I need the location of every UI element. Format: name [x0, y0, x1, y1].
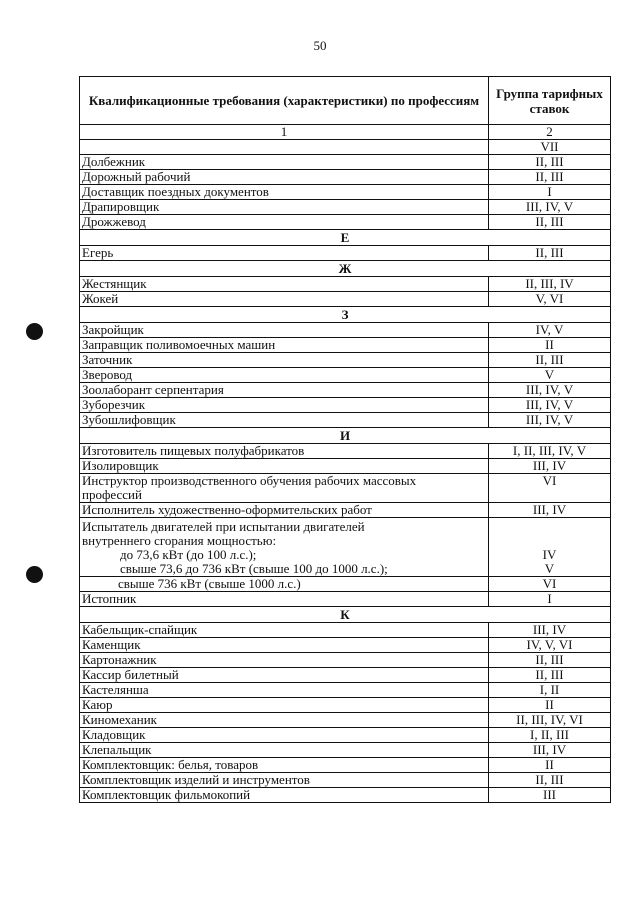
table-header-row [80, 77, 611, 125]
table-row [80, 773, 611, 788]
table-row [80, 368, 611, 383]
table-row [80, 413, 611, 428]
table-row [80, 444, 611, 459]
table-row [80, 503, 611, 518]
tariff-group: III, IV [489, 459, 611, 474]
tariff-group: II, III [489, 215, 611, 230]
letter-heading: К [80, 607, 611, 623]
tariff-group: III, IV [489, 623, 611, 638]
profession-name: Драпировщик [80, 200, 489, 215]
tariff-group: I, II [489, 683, 611, 698]
table-row [80, 140, 611, 155]
tariff-group: III, IV, V [489, 383, 611, 398]
table-row [80, 518, 611, 577]
header-tariff-group: Группа тарифных ставок [489, 77, 611, 125]
profession-name: Каюр [80, 698, 489, 713]
profession-name [80, 140, 489, 155]
tariff-group: II, III [489, 653, 611, 668]
profession-name: Заточник [80, 353, 489, 368]
profession-name [80, 518, 489, 577]
profession-name: Заправщик поливомоечных машин [80, 338, 489, 353]
professions-table [79, 76, 611, 803]
tariff-group: II, III [489, 353, 611, 368]
tariff-group: III, IV, V [489, 200, 611, 215]
tariff-group: II, III [489, 773, 611, 788]
header-requirements: Квалификационные требования (характеристики) по профессиям [80, 77, 489, 125]
table-row [80, 638, 611, 653]
letter-section-row [80, 230, 611, 246]
table-row [80, 653, 611, 668]
punch-hole-lower [26, 566, 43, 583]
tester-grade-1: IV [542, 547, 557, 562]
profession-name: Доставщик поездных документов [80, 185, 489, 200]
profession-name: Каменщик [80, 638, 489, 653]
tariff-group: II [489, 338, 611, 353]
tariff-group: I, II, III, IV, V [489, 444, 611, 459]
tariff-group: II, III [489, 170, 611, 185]
profession-name: Дрожжевод [80, 215, 489, 230]
tariff-group: V [489, 368, 611, 383]
profession-name: Жокей [80, 292, 489, 307]
tariff-group: III, IV [489, 503, 611, 518]
table-row [80, 623, 611, 638]
profession-name: Зверовод [80, 368, 489, 383]
profession-name: Егерь [80, 246, 489, 261]
instructor-line-1: Инструктор производственного обучения рабочих массовых [82, 473, 417, 488]
table-row [80, 698, 611, 713]
column-number-1: 1 [80, 125, 489, 140]
profession-name: Зубошлифовщик [80, 413, 489, 428]
tariff-group: IV, V, VI [489, 638, 611, 653]
instructor-line-2: профессий [82, 487, 142, 502]
table-row [80, 155, 611, 170]
tester-line-2: внутреннего сгорания мощностью: [82, 533, 277, 548]
table-row [80, 200, 611, 215]
table-row [80, 383, 611, 398]
tariff-group [489, 518, 611, 577]
profession-name: Исполнитель художественно-оформительских работ [80, 503, 489, 518]
tariff-group: III, IV, V [489, 398, 611, 413]
table-row [80, 185, 611, 200]
profession-name: Кастелянша [80, 683, 489, 698]
letter-section-row [80, 428, 611, 444]
tariff-group: VI [489, 577, 611, 592]
tariff-group: IV, V [489, 323, 611, 338]
tester-sub-1: до 73,6 кВт (до 100 л.с.); [120, 547, 257, 562]
letter-section-row [80, 607, 611, 623]
tariff-group: I, II, III [489, 728, 611, 743]
tester-sub-2: свыше 73,6 до 736 кВт (свыше 100 до 1000 л.с.); [120, 561, 388, 576]
profession-name: Кассир билетный [80, 668, 489, 683]
profession-name: Истопник [80, 592, 489, 607]
table-row [80, 683, 611, 698]
tariff-group: III, IV [489, 743, 611, 758]
profession-name: Кладовщик [80, 728, 489, 743]
profession-name: Комплектовщик изделий и инструментов [80, 773, 489, 788]
column-number-row [80, 125, 611, 140]
letter-heading: Е [80, 230, 611, 246]
tester-line-1: Испытатель двигателей при испытании двигателей [82, 519, 365, 534]
column-number-2: 2 [489, 125, 611, 140]
letter-section-row [80, 261, 611, 277]
tariff-group: VI [489, 474, 611, 503]
table-row [80, 215, 611, 230]
table-row [80, 788, 611, 803]
profession-name: Кабельщик-спайщик [80, 623, 489, 638]
tariff-group: II [489, 758, 611, 773]
profession-name: Дорожный рабочий [80, 170, 489, 185]
table-row [80, 398, 611, 413]
tariff-group: II, III [489, 155, 611, 170]
tariff-group: I [489, 185, 611, 200]
table-row [80, 474, 611, 503]
table-row [80, 459, 611, 474]
profession-name: Картонажник [80, 653, 489, 668]
tariff-group: VII [489, 140, 611, 155]
profession-name: Закройщик [80, 323, 489, 338]
page-number: 50 [313, 38, 327, 53]
table-row [80, 246, 611, 261]
profession-name: Клепальщик [80, 743, 489, 758]
table-row [80, 668, 611, 683]
tariff-group: I [489, 592, 611, 607]
profession-name: свыше 736 кВт (свыше 1000 л.с.) [80, 577, 489, 592]
profession-name: Комплектовщик фильмокопий [80, 788, 489, 803]
punch-hole-upper [26, 323, 43, 340]
table-row [80, 713, 611, 728]
table-row [80, 758, 611, 773]
tariff-group: III [489, 788, 611, 803]
letter-heading: З [80, 307, 611, 323]
letter-section-row [80, 307, 611, 323]
table-row [80, 577, 611, 592]
profession-name: Комплектовщик: белья, товаров [80, 758, 489, 773]
tariff-group: II, III, IV [489, 277, 611, 292]
profession-name: Изолировщик [80, 459, 489, 474]
table-row [80, 323, 611, 338]
table-row [80, 277, 611, 292]
tester-grade-2: V [544, 561, 555, 576]
table-row [80, 592, 611, 607]
tariff-group: II, III [489, 246, 611, 261]
profession-name: Долбежник [80, 155, 489, 170]
profession-name: Зуборезчик [80, 398, 489, 413]
tariff-group: II, III, IV, VI [489, 713, 611, 728]
tariff-group: V, VI [489, 292, 611, 307]
tariff-group: III, IV, V [489, 413, 611, 428]
tariff-group: II, III [489, 668, 611, 683]
table-row [80, 743, 611, 758]
table-row [80, 353, 611, 368]
profession-name: Зоолаборант серпентария [80, 383, 489, 398]
letter-heading: И [80, 428, 611, 444]
table-row [80, 728, 611, 743]
profession-name [80, 474, 489, 503]
profession-name: Изготовитель пищевых полуфабрикатов [80, 444, 489, 459]
table-row [80, 338, 611, 353]
letter-heading: Ж [80, 261, 611, 277]
table-row [80, 292, 611, 307]
profession-name: Жестянщик [80, 277, 489, 292]
profession-name: Киномеханик [80, 713, 489, 728]
tariff-group: II [489, 698, 611, 713]
table-row [80, 170, 611, 185]
